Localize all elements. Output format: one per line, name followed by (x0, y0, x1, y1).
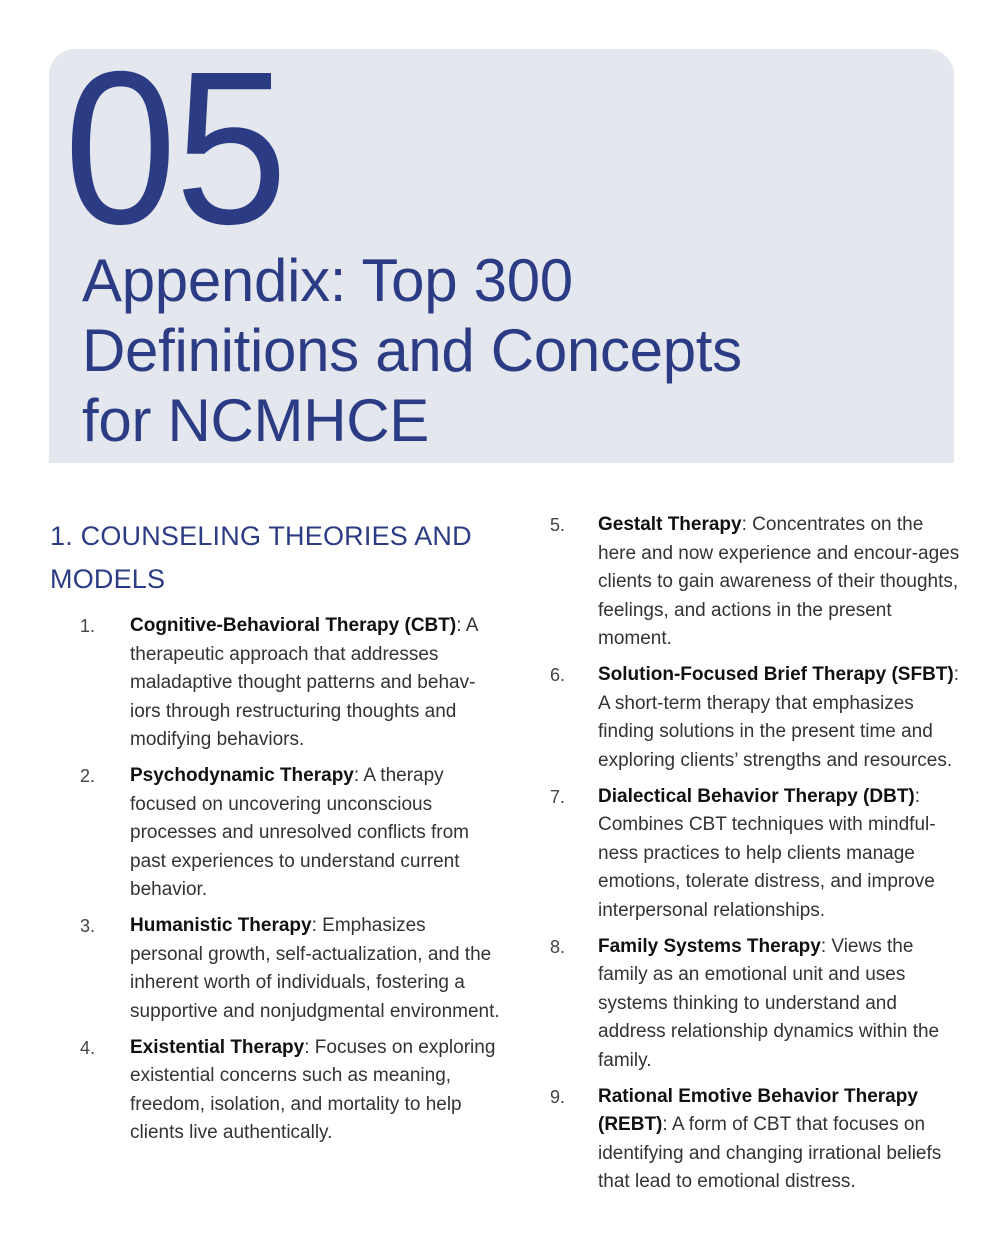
definition-number: 2. (80, 766, 96, 786)
definition-item (520, 511, 960, 654)
definition-term: Dialectical Behavior Therapy (DBT) (598, 785, 915, 807)
definition-number: 9. (550, 1086, 566, 1107)
definition-text: : Emphasizes personal growth, self-actualization, and the inherent worth of individuals, fostering a supportive and nonjudgmental environment. (130, 915, 500, 1022)
definition-text: : A therapeutic approach that addresses maladaptive thought patterns and behav-iors through restructuring thoughts and modifying behaviors. (130, 615, 478, 750)
definition-number: 3. (80, 916, 96, 936)
definition-text: : A short-term therapy that emphasizes finding solutions in the present time and exploring clients’ strengths and resources. (598, 664, 960, 771)
definition-item (50, 762, 500, 905)
definition-term: Existential Therapy (130, 1036, 305, 1058)
definition-item (520, 783, 960, 926)
definition-number: 1. (80, 616, 96, 636)
definition-number: 8. (550, 936, 566, 957)
chapter-number: 05 (64, 27, 286, 270)
definition-term: Cognitive-Behavioral Therapy (CBT) (130, 615, 457, 636)
definition-item (50, 612, 500, 755)
definition-text: : Views the family as an emotional unit and uses systems thinking to understand and address relationship dynamics within the family. (598, 935, 940, 1071)
definition-item (50, 1034, 500, 1148)
chapter-title (82, 246, 742, 456)
definition-number: 4. (80, 1037, 96, 1058)
definition-item (50, 912, 500, 1026)
definition-item (520, 933, 960, 1076)
definitions-list-right (520, 511, 960, 1204)
definition-text: : A therapy focused on uncovering unconscious processes and unresolved conflicts from past experiences to understand current behavior. (130, 765, 469, 900)
definition-text: : A form of CBT that focuses on identifying and changing irrational beliefs that lead to emotional distress. (598, 1114, 942, 1192)
definition-term: Humanistic Therapy (130, 915, 312, 936)
definition-term: Gestalt Therapy (598, 514, 742, 535)
definition-item (520, 1083, 960, 1197)
definition-number: 7. (550, 786, 566, 807)
chapter-title-line: for NCMHCE (82, 387, 430, 454)
definition-term: Solution-Focused Brief Therapy (SFBT) (598, 664, 954, 685)
definition-item (520, 661, 960, 775)
definition-term: Rational Emotive Behavior Therapy (REBT) (598, 1085, 918, 1135)
definitions-list-left (50, 612, 500, 1155)
section-heading: 1. COUNSELING THEORIES AND MODELS (50, 521, 472, 594)
definition-text: : Combines CBT techniques with mindful-ness practices to help clients manage emotions, tolerate distress, and improve interpersonal relationships. (598, 785, 936, 921)
chapter-title-line: Appendix: Top 300 (82, 247, 573, 314)
definition-text: : Focuses on exploring existential concerns such as meaning, freedom, isolation, and mortality to help clients live authentically. (130, 1036, 496, 1143)
definition-term: Psychodynamic Therapy (130, 765, 354, 786)
definition-text: : Concentrates on the here and now experience and encour-ages clients to gain awareness of their thoughts, feelings, and actions in the present moment. (598, 514, 960, 649)
definition-number: 6. (550, 665, 566, 685)
chapter-title-line: Definitions and Concepts (82, 317, 742, 384)
definition-number: 5. (550, 515, 566, 535)
definition-term: Family Systems Therapy (598, 935, 821, 957)
